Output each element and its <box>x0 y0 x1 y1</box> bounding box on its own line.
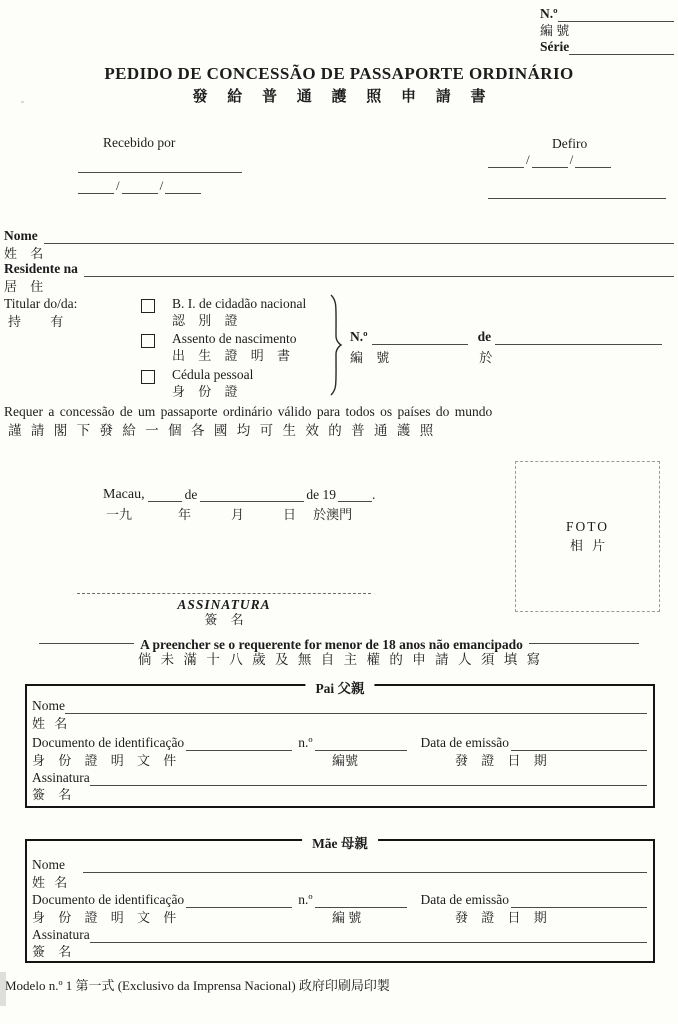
scan-artifact <box>21 101 24 103</box>
father-data-label: Data de emissão <box>420 735 509 751</box>
defiro-field-line <box>488 184 666 199</box>
macau-date-row-cn <box>106 506 352 524</box>
note-dash-right <box>529 643 639 644</box>
minor-note-text: A preencher se o requerente for menor de 18 anos não emancipado <box>140 637 523 652</box>
doc-option-2-label: Assento de nascimento <box>172 331 297 346</box>
doc-option-3-label: Cédula pessoal <box>172 367 254 382</box>
date-blank <box>575 155 611 168</box>
residente-label: Residente na <box>4 261 78 277</box>
defiro-date-line <box>488 152 611 168</box>
serie-field-line <box>569 40 674 55</box>
father-num-label-cn: 編號 <box>332 753 359 768</box>
doc-de-label: de <box>477 329 492 345</box>
mother-data-label: Data de emissão <box>420 892 509 908</box>
form-title-cn: 發 給 普 通 護 照 申 請 書 <box>192 89 486 105</box>
mother-section-title: Mãe 母親 <box>302 832 378 852</box>
de1-label: de <box>184 486 198 502</box>
doc-option-3-label-cn: 身 份 證 <box>172 384 238 399</box>
nome-label: Nome <box>4 228 38 244</box>
checkbox-assento-nascimento[interactable] <box>141 334 155 348</box>
mother-nome-field-line <box>83 858 647 873</box>
mother-nome-row <box>32 858 647 873</box>
photo-box <box>515 461 660 612</box>
father-nome-field-line <box>65 699 647 714</box>
recebido-label: Recebido por <box>103 135 176 150</box>
cn-month: 月 <box>231 507 245 522</box>
request-statement-pt: Requer a concessão de um passaporte ordinário válido para todos os países do mundo <box>4 404 493 419</box>
form-title-pt: PEDIDO DE CONCESSÃO DE PASSAPORTE ORDINÁRIO <box>104 64 574 83</box>
recebido-field-line <box>78 158 242 173</box>
father-assinatura-field-line <box>90 771 647 786</box>
mother-doc-row <box>32 893 647 908</box>
father-doc-label-cn: 身 份 證 明 文 件 <box>32 753 177 768</box>
signature-field-line <box>77 585 371 594</box>
numero-field-line <box>558 7 674 22</box>
father-assinatura-label-cn: 簽 名 <box>32 787 72 802</box>
period: . <box>371 486 376 502</box>
father-section-title: Pai 父親 <box>305 677 374 697</box>
mother-nome-label: Nome <box>32 857 65 873</box>
date-blank <box>488 155 524 168</box>
nome-field-line <box>44 229 674 244</box>
defiro-label: Defiro <box>552 136 588 151</box>
date-blank <box>78 181 114 194</box>
doc-number-row <box>350 330 662 345</box>
father-nome-label: Nome <box>32 698 65 714</box>
mother-doc-label: Documento de identificação <box>32 892 185 908</box>
numero-label-cn: 編 號 <box>540 23 570 38</box>
cn-day: 日 <box>283 507 297 522</box>
mother-num-label-cn: 編 號 <box>332 910 362 925</box>
doc-option-1 <box>141 299 155 318</box>
father-nome-label-cn: 姓 名 <box>32 716 68 731</box>
doc-number-row-cn <box>350 349 492 367</box>
titular-label: Titular do/da: <box>4 296 78 311</box>
day-blank <box>148 488 182 502</box>
mother-assinatura-field-line <box>90 928 647 943</box>
father-data-field-line <box>511 736 647 751</box>
mother-assinatura-label-cn: 簽 名 <box>32 944 72 959</box>
mother-doc-label-cn: 身 份 證 明 文 件 <box>32 910 177 925</box>
serie-label: Série <box>540 39 570 55</box>
assinatura-label: ASSINATURA <box>177 597 271 612</box>
checkbox-cedula-pessoal[interactable] <box>141 370 155 384</box>
scan-artifact <box>0 972 6 1006</box>
residente-label-cn: 居 住 <box>4 279 44 294</box>
father-nome-row <box>32 699 647 714</box>
doc-option-2 <box>141 334 155 353</box>
cn-year-prefix: 一九 <box>106 507 133 522</box>
nome-label-cn: 姓 名 <box>4 246 44 261</box>
doc-de-field-line <box>495 330 662 345</box>
grouping-brace <box>328 294 344 396</box>
doc-num-label-cn: 編 號 <box>350 350 390 365</box>
nome-row <box>4 229 674 244</box>
photo-label-pt: FOTO <box>565 518 609 534</box>
father-doc-row-cn <box>27 754 647 770</box>
note-dash-left <box>39 643 134 644</box>
father-data-label-cn: 發 證 日 期 <box>455 753 547 768</box>
father-num-label: n.º <box>298 735 313 751</box>
assinatura-label-cn: 簽 名 <box>204 612 244 627</box>
mother-assinatura-label: Assinatura <box>32 927 90 943</box>
doc-option-1-label-cn: 認 別 證 <box>172 313 238 328</box>
mother-section <box>25 836 655 963</box>
father-doc-label: Documento de identificação <box>32 735 185 751</box>
date-slash: / <box>116 178 120 193</box>
mother-num-label: n.º <box>298 892 313 908</box>
form-model-footer: Modelo n.º 1 第一式 (Exclusivo da Imprensa Nacional) 政府印刷局印製 <box>5 978 390 993</box>
titular-label-cn: 持 有 <box>8 314 64 329</box>
request-statement-cn: 謹 請 閣 下 發 給 一 個 各 國 均 可 生 效 的 普 通 護 照 <box>8 423 434 438</box>
doc-num-field-line <box>372 331 468 345</box>
father-doc-field-line <box>186 737 292 751</box>
father-assinatura-row <box>32 771 647 786</box>
minor-note-cn: 倘 未 滿 十 八 歲 及 無 自 主 權 的 申 請 人 須 填 寫 <box>137 652 541 667</box>
photo-label-cn: 相 片 <box>569 537 606 553</box>
date-blank <box>532 155 568 168</box>
doc-option-3 <box>141 370 155 389</box>
mother-doc-field-line <box>186 894 292 908</box>
doc-num-label: N.º <box>350 329 368 345</box>
doc-option-1-label: B. I. de cidadão nacional <box>172 296 307 311</box>
date-slash: / <box>159 178 164 193</box>
date-blank <box>165 181 201 194</box>
residente-row <box>4 262 674 277</box>
numero-label: N.º <box>540 6 558 22</box>
doc-option-2-label-cn: 出 生 證 明 書 <box>172 348 291 363</box>
date-slash: / <box>569 152 574 167</box>
mother-data-field-line <box>511 893 647 908</box>
father-num-field-line <box>315 737 407 751</box>
cn-year: 年 <box>178 507 192 522</box>
residente-field-line <box>84 262 674 277</box>
father-assinatura-label: Assinatura <box>32 770 90 786</box>
date-slash: / <box>526 152 530 167</box>
de19-label: de 19 <box>306 486 336 502</box>
recebido-date-line <box>78 178 201 194</box>
macau-label: Macau, <box>103 487 145 502</box>
serial-block <box>540 6 674 55</box>
macau-date-row <box>103 487 375 502</box>
cn-at-macau: 於澳門 <box>313 507 353 522</box>
mother-doc-row-cn <box>27 911 647 927</box>
date-blank <box>122 181 158 194</box>
mother-assinatura-row <box>32 928 647 943</box>
doc-de-label-cn: 於 <box>479 350 493 365</box>
father-section <box>25 681 655 808</box>
mother-nome-label-cn: 姓 名 <box>32 875 68 890</box>
mother-num-field-line <box>315 894 407 908</box>
year-blank <box>338 488 372 502</box>
checkbox-bi-cidadao-nacional[interactable] <box>141 299 155 313</box>
father-doc-row <box>32 736 647 751</box>
month-blank <box>200 488 304 502</box>
mother-data-label-cn: 發 證 日 期 <box>455 910 547 925</box>
